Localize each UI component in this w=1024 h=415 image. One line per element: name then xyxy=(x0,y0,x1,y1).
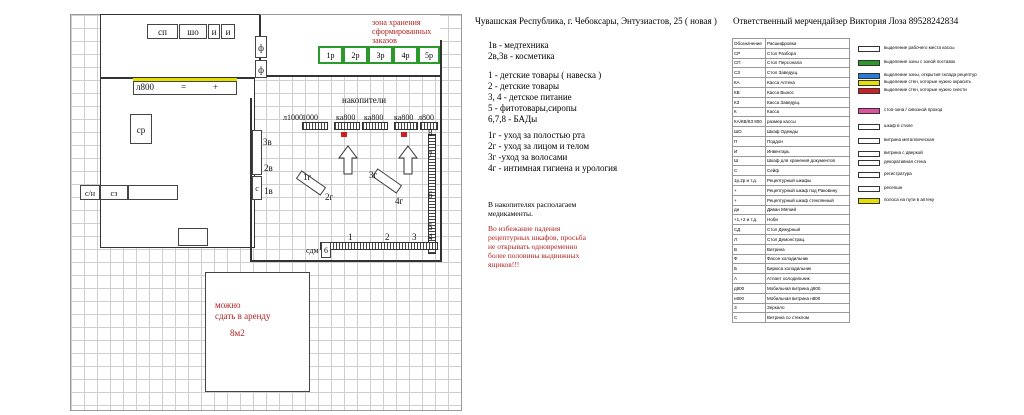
note-line: медикаменты. xyxy=(488,209,533,218)
cashier-block-2 xyxy=(334,122,360,130)
legend-desc: Атлант холодильник xyxy=(766,274,850,284)
symbol-label: ресепшн xyxy=(884,185,903,190)
fridge-2: ф xyxy=(255,60,267,78)
legend-desc: Инвентарь xyxy=(766,146,850,156)
symbol-swatch xyxy=(858,60,880,66)
cashier-block-1 xyxy=(302,122,328,130)
counter-eq: = xyxy=(181,82,187,92)
legend-code: С xyxy=(733,313,766,323)
rx-shelf-3: 3р xyxy=(368,46,393,64)
legend-row xyxy=(733,48,850,58)
legend-desc: Ноби xyxy=(766,215,850,225)
legend-row xyxy=(733,136,850,146)
legend-row xyxy=(733,127,850,137)
note-line: 1 - детские товары ( навеска ) xyxy=(488,70,602,80)
gondola-2g-label: 2г xyxy=(325,192,334,202)
legend-desc: Витрина со стеклом xyxy=(766,313,850,323)
rx-shelf-4: 4р xyxy=(393,46,418,64)
bottom-num-2: 2 xyxy=(385,232,390,242)
clothes-cabinet: шо xyxy=(179,24,207,39)
note-line: 5 - фитотовары,сиропы xyxy=(488,103,577,113)
legend-header-desc: Расшифровка xyxy=(766,39,850,49)
up-arrow-1 xyxy=(338,145,358,175)
legend-code: Л xyxy=(733,234,766,244)
note-line: ящиков!!! xyxy=(488,260,520,269)
note-line: 1г - уход за полостью рта xyxy=(488,130,586,140)
legend-desc: Мобильная витрина н800 xyxy=(766,293,850,303)
cashier-marker-2 xyxy=(401,132,407,137)
shelf-num-8: 8 xyxy=(428,128,433,138)
legend-row xyxy=(733,303,850,313)
symbol-swatch xyxy=(858,108,880,114)
vitrine-3v-label: 3в xyxy=(263,137,272,147)
note-line: 3, 4 - детское питание xyxy=(488,92,572,102)
legend-code: СП xyxy=(733,58,766,68)
legend-row xyxy=(733,313,850,323)
legend-code: +1,+2 и т.д. xyxy=(733,215,766,225)
symbol-swatch xyxy=(858,160,880,166)
sdm-label: сдм xyxy=(306,246,319,255)
l1000a-label: л1000 xyxy=(283,113,303,122)
legend-desc: Витрина xyxy=(766,244,850,254)
vitrine-1v-label: 1в xyxy=(264,186,273,196)
symbol-label: выделение стен, которые нужно снести xyxy=(884,87,967,92)
legend-row xyxy=(733,87,850,97)
legend-row xyxy=(733,234,850,244)
notes-list1 xyxy=(488,40,555,62)
note-line: В накопителях располагаем xyxy=(488,200,577,209)
bottom-num-4: 4 xyxy=(428,232,433,242)
legend-table xyxy=(732,38,850,323)
legend-desc: Касса Аптека xyxy=(766,78,850,88)
cashier-marker-1 xyxy=(341,132,347,137)
symbol-swatch xyxy=(858,172,880,178)
notes-warning xyxy=(488,224,586,269)
legend-code: 1р,2р и т.д. xyxy=(733,176,766,186)
shelf-num-7: 7 xyxy=(428,150,433,160)
legend-desc: Рецептурный шкаф под Раковину xyxy=(766,185,850,195)
legend-code: К xyxy=(733,107,766,117)
legend-row xyxy=(733,254,850,264)
symbol-label: декоративная стена xyxy=(884,159,926,164)
bottom-num-1: 1 xyxy=(348,232,353,242)
legend-row xyxy=(733,97,850,107)
ka800a-label: ка800 xyxy=(336,113,356,122)
legend-desc: Стол Персонала xyxy=(766,58,850,68)
note-line: 6,7,8 - БАДы xyxy=(488,114,538,124)
legend-row xyxy=(733,215,850,225)
legend-desc: Бирюса холодильник xyxy=(766,264,850,274)
gondola-3g-label: 3г xyxy=(369,170,378,180)
legend-code: Ф xyxy=(733,254,766,264)
notes-list3 xyxy=(488,130,617,174)
note-line: не открывать одновременно xyxy=(488,242,578,251)
wall-bottom xyxy=(250,260,442,262)
manager-table: сз xyxy=(100,185,128,200)
legend-code: А xyxy=(733,274,766,284)
symbol-swatch xyxy=(858,46,880,52)
bottom-num-3: 3 xyxy=(412,232,417,242)
symbol-swatch xyxy=(858,138,880,144)
legend-row xyxy=(733,156,850,166)
rent-note-2: сдать в аренду xyxy=(215,311,271,321)
legend-desc: Сейф xyxy=(766,166,850,176)
cashier-block-3 xyxy=(362,122,388,130)
legend-row xyxy=(733,293,850,303)
storage-zone-label: зона хранения сформированных заказов xyxy=(372,18,432,45)
vitrine-3v xyxy=(252,130,262,175)
ka800c-label: ка800 xyxy=(394,113,414,122)
legend-desc: Поддон xyxy=(766,136,850,146)
legend-desc: Диван Мягкий xyxy=(766,205,850,215)
symbol-label: шкаф в стиле xyxy=(884,123,913,128)
vitrine-2v-label: 2в xyxy=(264,163,273,173)
legend-code: П xyxy=(733,136,766,146)
legend-desc: Шкаф для хранения документов xyxy=(766,156,850,166)
symbol-label: выделение зоны с зоной поставок xyxy=(884,59,956,64)
wall-right xyxy=(440,40,442,260)
legend-desc: Мобильная витрина д800 xyxy=(766,283,850,293)
symbol-swatch xyxy=(858,186,880,192)
inventory-2: и xyxy=(221,24,235,39)
rx-shelf-1: 1р xyxy=(318,46,343,64)
bottom-desk xyxy=(178,228,208,246)
legend-code: ШО xyxy=(733,127,766,137)
note-line: 2 - детские товары xyxy=(488,81,560,91)
legend-code: д800 xyxy=(733,283,766,293)
legend-row xyxy=(733,78,850,88)
accumulators-label: накопители xyxy=(342,95,387,105)
legend-desc: Стол Дежурный xyxy=(766,225,850,235)
note-line: 4г - интимная гигиена и урология xyxy=(488,163,618,173)
wall-line xyxy=(260,75,442,77)
note-line: 2г - уход за лицом и телом xyxy=(488,141,590,151)
legend-code: З xyxy=(733,303,766,313)
note-line: 2в,3в - косметика xyxy=(488,51,555,61)
symbol-label: полоса на пути в аптеку xyxy=(884,197,935,202)
symbol-swatch xyxy=(858,88,880,94)
legend-desc: Касса Заведущ. xyxy=(766,97,850,107)
symbol-label: стоп-зона / сквозной проход xyxy=(884,107,943,112)
legend-code: С xyxy=(733,166,766,176)
legend-code: СР xyxy=(733,48,766,58)
ka800b-label: ка800 xyxy=(364,113,384,122)
symbol-swatch xyxy=(858,124,880,130)
legend-desc: Рецептурный шкаф стеклянный xyxy=(766,195,850,205)
rent-area xyxy=(205,272,310,392)
bottom-shelf xyxy=(320,242,438,250)
symbol-swatch xyxy=(858,198,880,204)
symbol-swatch xyxy=(858,73,880,79)
rx-shelf-2: 2р xyxy=(343,46,368,64)
rx-shelf-5: 5р xyxy=(418,46,440,64)
legend-code: Б xyxy=(733,264,766,274)
legend-code: И xyxy=(733,146,766,156)
symbol-label: выделение зоны, открытия склада рецептур xyxy=(884,72,977,77)
header-manager: Ответственный мерчендайзер Виктория Лоза 89528242834 xyxy=(733,16,959,26)
legend-row xyxy=(733,146,850,156)
notes-storage xyxy=(488,200,576,218)
legend-row xyxy=(733,107,850,117)
left-room xyxy=(100,78,255,248)
shelf-num-5: 5 xyxy=(428,222,433,232)
symbol-swatch xyxy=(858,151,880,157)
legend-row xyxy=(733,117,850,127)
legend-code: + xyxy=(733,195,766,205)
legend-code: В xyxy=(733,244,766,254)
legend-desc: размер кассы xyxy=(766,117,850,127)
gondola-4g-label: 4г xyxy=(395,196,404,206)
legend-code: Ш xyxy=(733,156,766,166)
duty-table: с/н xyxy=(80,185,100,200)
l1000b-label: 1000 xyxy=(302,113,318,122)
legend-row xyxy=(733,225,850,235)
note-line: рецептурных шкафов, просьба xyxy=(488,233,586,242)
legend-row xyxy=(733,205,850,215)
legend-desc: Зеркало xyxy=(766,303,850,313)
staff-table: сп xyxy=(147,24,178,39)
safe-c: с xyxy=(252,176,262,200)
legend-desc: Фасон холодильник xyxy=(766,254,850,264)
symbol-swatch xyxy=(858,80,880,86)
legend-code: СЗ xyxy=(733,68,766,78)
shelf-num-6: 6 xyxy=(428,190,433,200)
symbol-label: выделение рабочего места кассы xyxy=(884,45,955,50)
legend-row xyxy=(733,166,850,176)
legend-header xyxy=(733,39,850,49)
symbol-label: витрина металлическая xyxy=(884,137,935,142)
legend-desc: Касса xyxy=(766,107,850,117)
legend-desc: Шкаф Одежды xyxy=(766,127,850,137)
legend-row xyxy=(733,244,850,254)
symbol-label: регистратура xyxy=(884,171,912,176)
symbol-label: выделение стен, которые нужно окрасить xyxy=(884,79,972,84)
symbol-label: витрина с дверкой xyxy=(884,150,923,155)
fridge-1: ф xyxy=(255,36,267,58)
legend-desc: Стол Демонстрац. xyxy=(766,234,850,244)
note-line: 1в - медтехника xyxy=(488,40,549,50)
legend-row xyxy=(733,58,850,68)
legend-code: СД xyxy=(733,225,766,235)
legend-desc: Касса Вынос xyxy=(766,87,850,97)
legend-desc: Стол Разбора xyxy=(766,48,850,58)
legend-row xyxy=(733,283,850,293)
up-arrow-2 xyxy=(398,145,418,175)
legend-row xyxy=(733,176,850,186)
legend-row xyxy=(733,264,850,274)
legend-code: КА xyxy=(733,78,766,88)
legend-header-code: Обозначение xyxy=(733,39,766,49)
legend-row xyxy=(733,68,850,78)
note-line: 3г -уход за волосами xyxy=(488,152,568,162)
legend-desc: Стол Заведущ. xyxy=(766,68,850,78)
legend-code: ди xyxy=(733,205,766,215)
counter-plus: + xyxy=(213,82,219,92)
legend-code: КВ xyxy=(733,87,766,97)
rent-note-3: 8м2 xyxy=(230,328,245,338)
rent-note-1: можно xyxy=(215,300,241,310)
legend-code: + xyxy=(733,185,766,195)
legend-code: КА/КВ/КЗ 800 xyxy=(733,117,766,127)
l800b-label: л800 xyxy=(418,113,434,122)
legend-code: н800 xyxy=(733,293,766,303)
counter-l800-label: л800 xyxy=(136,82,154,92)
desk-block xyxy=(128,185,178,200)
notes-list2 xyxy=(488,70,601,125)
legend-row xyxy=(733,185,850,195)
header-address: Чувашская Республика, г. Чебоксары, Энтузиастов, 25 ( новая ) xyxy=(475,16,717,26)
six-box: 6 xyxy=(321,242,331,258)
legend-code: КЗ xyxy=(733,97,766,107)
legend-desc: Рецептурный шкафы xyxy=(766,176,850,186)
note-line: более половины выдвижных xyxy=(488,251,580,260)
sorting-table: ср xyxy=(130,114,152,144)
inventory-1: и xyxy=(208,24,220,39)
note-line: Во избежание падения xyxy=(488,224,561,233)
legend-row xyxy=(733,274,850,284)
gondola-1g-label: 1г xyxy=(303,172,312,182)
cashier-block-4 xyxy=(394,122,418,130)
legend-row xyxy=(733,195,850,205)
